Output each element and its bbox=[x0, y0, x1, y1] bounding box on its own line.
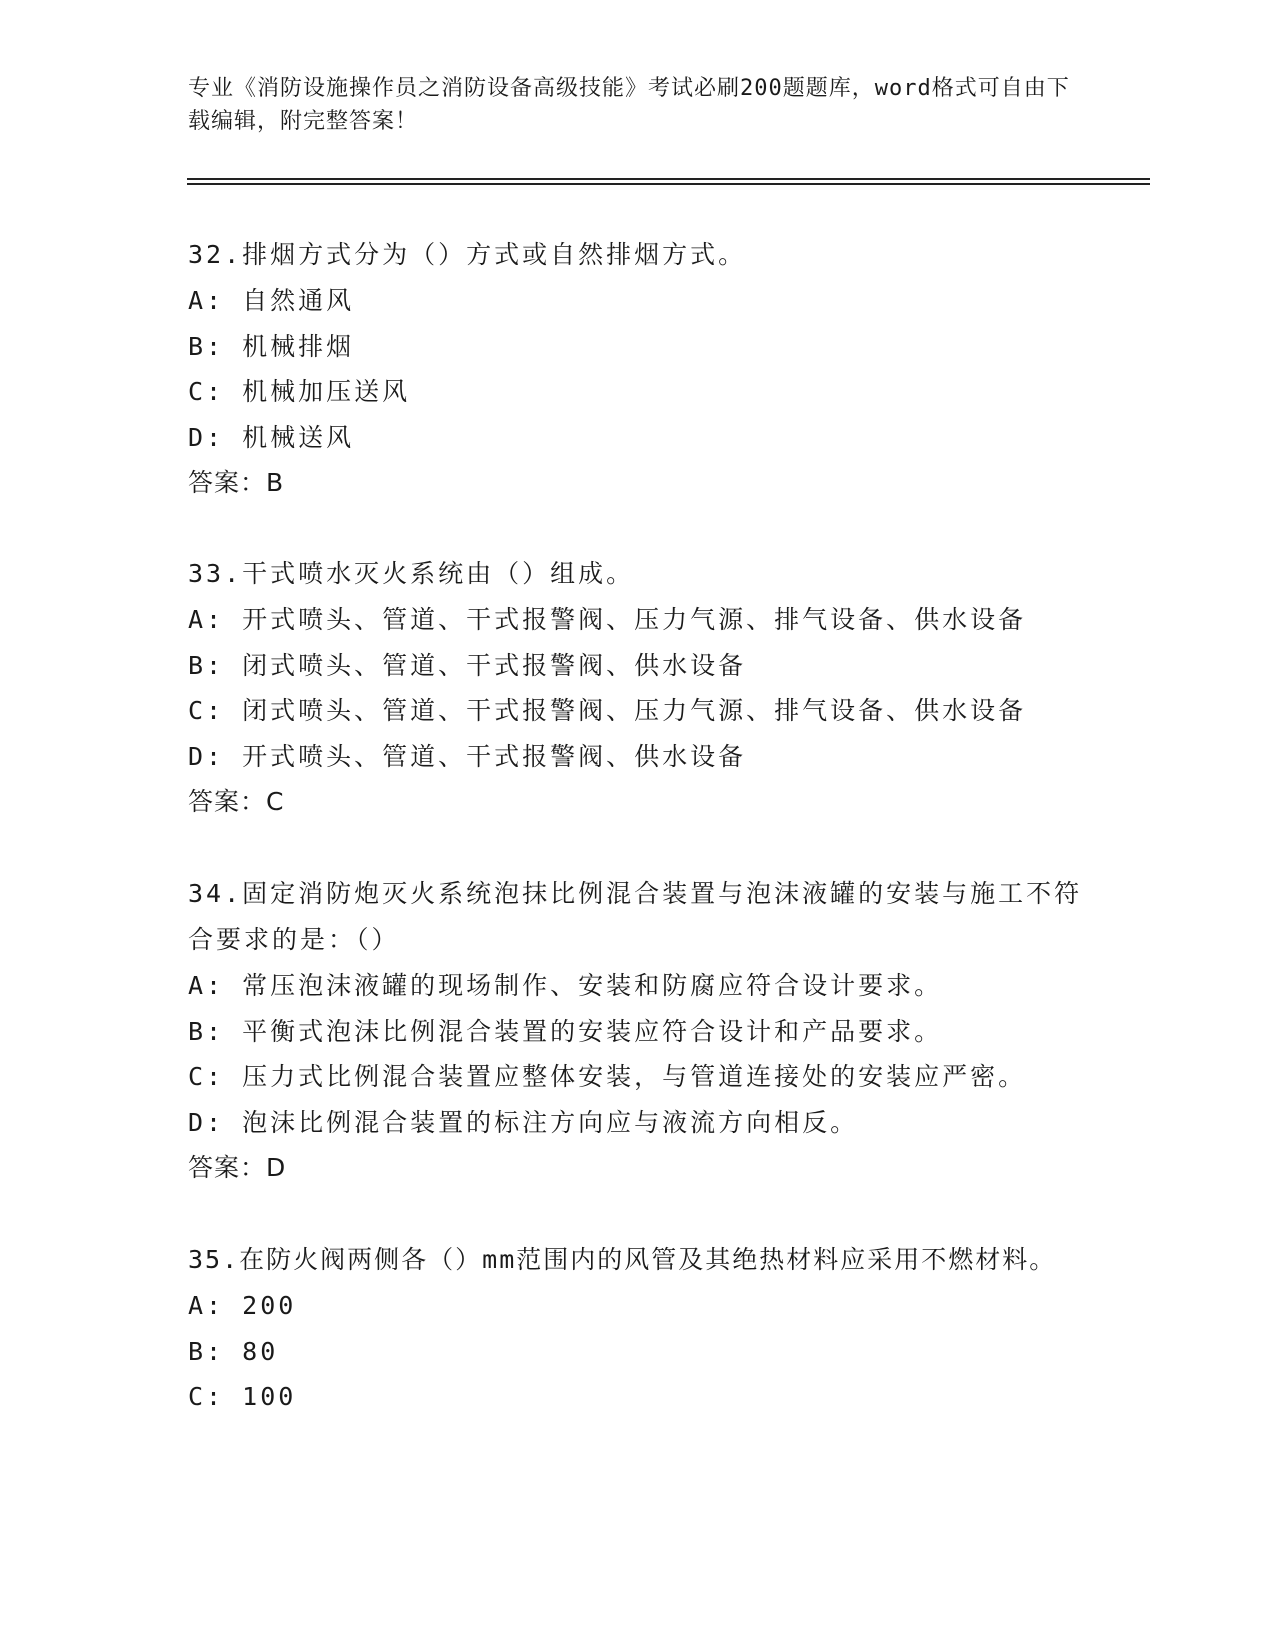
answer-line: 答案：C bbox=[188, 787, 285, 816]
option-d: D: 泡沫比例混合装置的标注方向应与液流方向相反。 bbox=[188, 1107, 859, 1137]
header-description: 专业《消防设施操作员之消防设备高级技能》考试必刷200题题库，word格式可自由下载编辑，附完整答案！ bbox=[188, 76, 1070, 134]
option-b: B: 平衡式泡沫比例混合装置的安装应符合设计和产品要求。 bbox=[188, 1016, 943, 1046]
question-stem: 34.固定消防炮灭火系统泡抹比例混合装置与泡沫液罐的安装与施工不符合要求的是：（） bbox=[188, 879, 1083, 954]
answer-line: 答案：D bbox=[188, 1153, 287, 1182]
option-c: C: 100 bbox=[188, 1382, 297, 1411]
question-stem: 35.在防火阀两侧各（）mm范围内的风管及其绝热材料应采用不燃材料。 bbox=[188, 1245, 1057, 1274]
document-header bbox=[188, 72, 1088, 138]
option-b: B: 机械排烟 bbox=[188, 331, 355, 361]
header-divider-bottom bbox=[187, 183, 1150, 185]
option-a: A: 自然通风 bbox=[188, 286, 355, 315]
option-d: D: 开式喷头、管道、干式报警阀、供水设备 bbox=[188, 741, 747, 771]
option-b: B: 闭式喷头、管道、干式报警阀、供水设备 bbox=[188, 650, 747, 680]
answer-line: 答案：B bbox=[188, 468, 285, 497]
option-a: A: 200 bbox=[188, 1291, 297, 1320]
option-d: D: 机械送风 bbox=[188, 422, 355, 452]
option-c: C: 闭式喷头、管道、干式报警阀、压力气源、排气设备、供水设备 bbox=[188, 696, 1027, 725]
option-b: B: 80 bbox=[188, 1336, 279, 1366]
option-a: A: 开式喷头、管道、干式报警阀、压力气源、排气设备、供水设备 bbox=[188, 605, 1027, 634]
option-c: C: 压力式比例混合装置应整体安装，与管道连接处的安装应严密。 bbox=[188, 1062, 1027, 1091]
question-stem: 32.排烟方式分为（）方式或自然排烟方式。 bbox=[188, 240, 747, 269]
header-divider-top bbox=[187, 178, 1150, 180]
question-33 bbox=[188, 551, 1088, 824]
question-34 bbox=[188, 871, 1088, 1190]
option-c: C: 机械加压送风 bbox=[188, 377, 411, 406]
question-32 bbox=[188, 232, 1088, 505]
question-35 bbox=[188, 1237, 1088, 1420]
option-a: A: 常压泡沫液罐的现场制作、安装和防腐应符合设计要求。 bbox=[188, 971, 943, 1000]
question-stem: 33.干式喷水灭火系统由（）组成。 bbox=[188, 559, 635, 588]
